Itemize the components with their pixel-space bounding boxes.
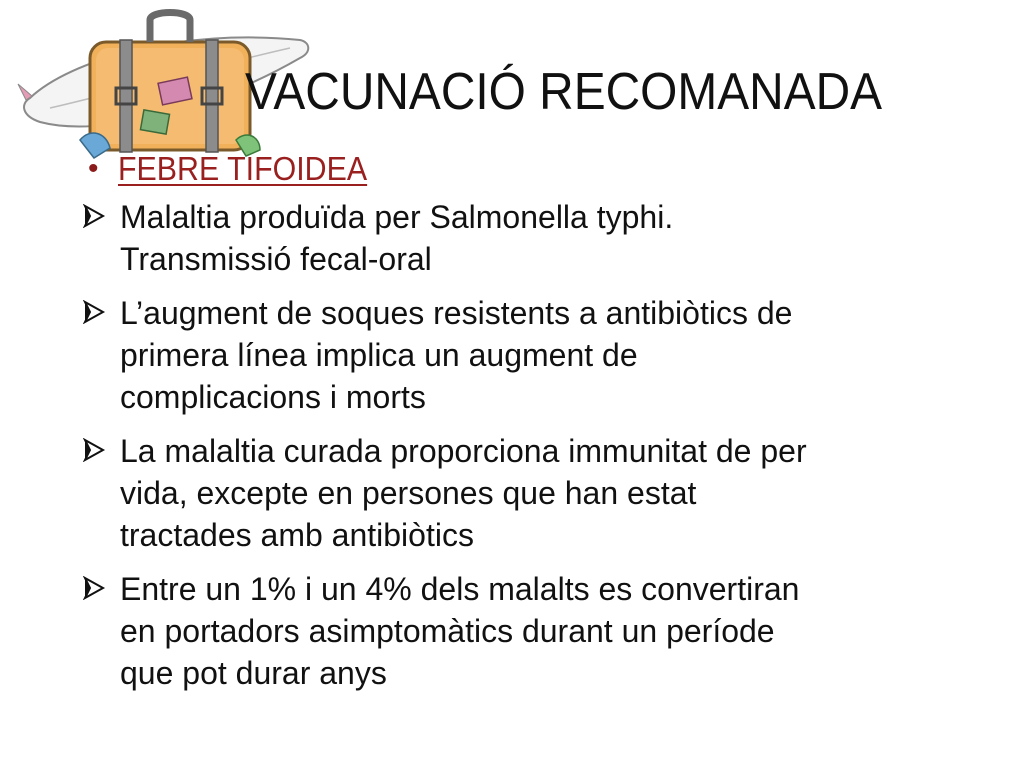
- section-heading: FEBRE TIFOIDEA: [118, 150, 368, 187]
- bullet-text: [120, 568, 920, 694]
- bullet-line: La malaltia curada proporciona immunitat de per: [120, 433, 807, 469]
- section-heading-row: [88, 150, 389, 188]
- round-bullet-icon: •: [88, 152, 99, 185]
- slide-title: VACUNACIÓ RECOMANADA: [245, 63, 883, 121]
- bullet-line: Entre un 1% i un 4% dels malalts es convertiran: [120, 571, 800, 607]
- bullet-line: complicacions i morts: [120, 379, 426, 415]
- bullet-line: vida, excepte en persones que han estat: [120, 475, 697, 511]
- bullet-line: en portadors asimptomàtics durant un període: [120, 613, 775, 649]
- arrow-bullet-icon: [82, 568, 120, 608]
- list-item: [82, 196, 952, 280]
- arrow-bullet-icon: [82, 292, 120, 332]
- list-item: [82, 568, 952, 694]
- bullet-line: Transmissió fecal-oral: [120, 241, 432, 277]
- bullet-line: tractades amb antibiòtics: [120, 517, 474, 553]
- bullet-text: [120, 430, 920, 556]
- arrow-bullet-icon: [82, 430, 120, 470]
- bullet-text: [120, 292, 920, 418]
- bullet-line: que pot durar anys: [120, 655, 387, 691]
- bullet-text: [120, 196, 920, 280]
- bullet-list: [82, 196, 952, 706]
- bullet-line: primera línea implica un augment de: [120, 337, 638, 373]
- arrow-bullet-icon: [82, 196, 120, 236]
- list-item: [82, 430, 952, 556]
- bullet-line: Malaltia produïda per Salmonella typhi.: [120, 199, 674, 235]
- bullet-line: L’augment de soques resistents a antibiòtics de: [120, 295, 793, 331]
- list-item: [82, 292, 952, 418]
